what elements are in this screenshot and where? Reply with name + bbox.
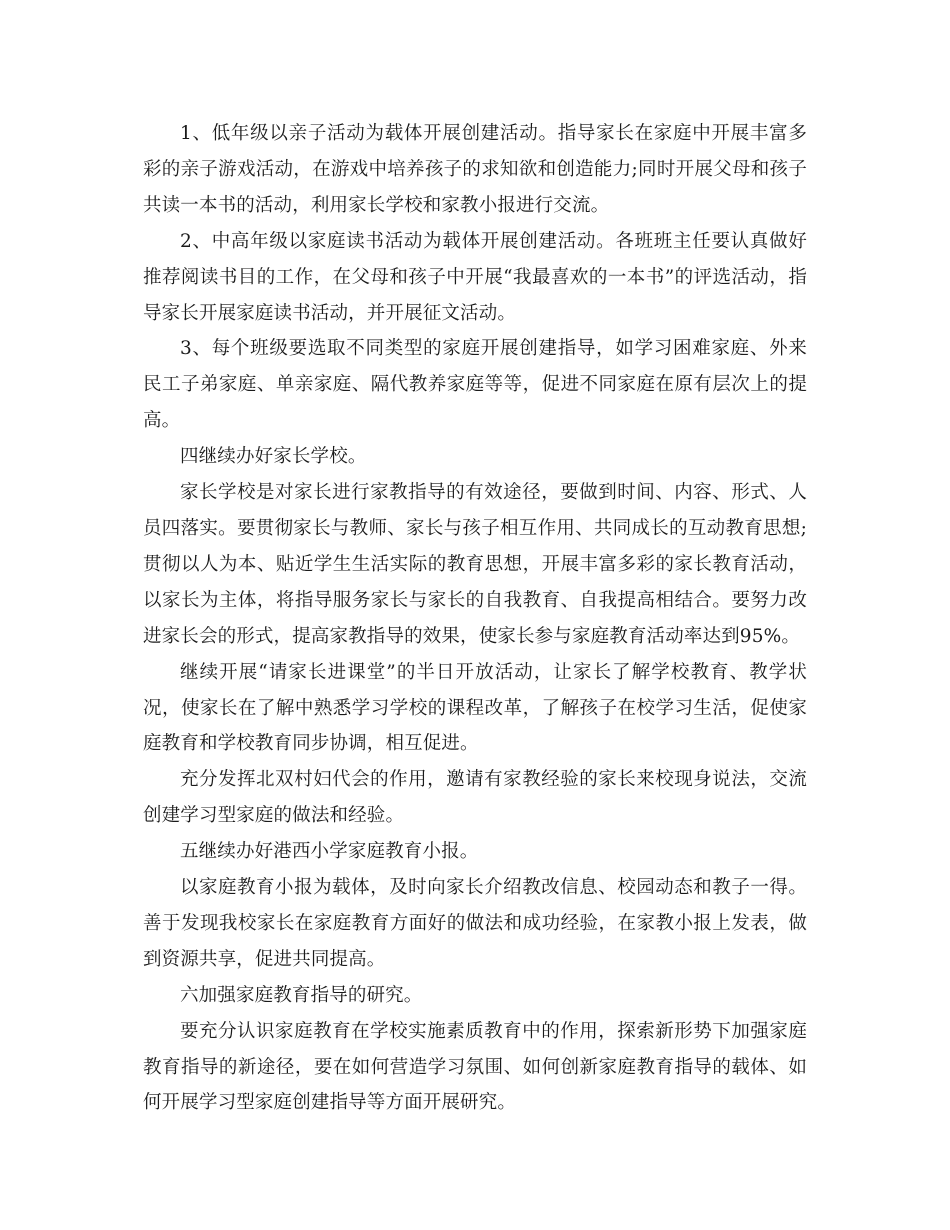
paragraph-parent-school: 家长学校是对家长进行家教指导的有效途径，要做到时间、内容、形式、人员四落实。要贯彻家长与教师、家长与孩子相互作用、共同成长的互动教育思想;贯彻以人为本、贴近学生生活实际的教育思想，开展丰富多彩的家长教育活动，以家长为主体，将指导服务家长与家长的自我教育、自我提高相结合。要努力改进家长会的形式，提高家教指导的效果，使家长参与家庭教育活动率达到95%。 xyxy=(143,482,807,647)
paragraph-open-classroom: 继续开展“请家长进课堂”的半日开放活动，让家长了解学校教育、教学状况，使家长在了解中熟悉学习学校的课程改革，了解孩子在校学习生活，促使家庭教育和学校教育同步协调，相互促进。 xyxy=(143,661,807,755)
paragraph-item-2: 2、中高年级以家庭读书活动为载体开展创建活动。各班班主任要认真做好推荐阅读书目的工作，在父母和孩子中开展“我最喜欢的一本书”的评选活动，指导家长开展家庭读书活动，并开展征文活动。 xyxy=(143,230,807,324)
paragraph-item-3: 3、每个班级要选取不同类型的家庭开展创建指导，如学习困难家庭、外来民工子弟家庭、单亲家庭、隔代教养家庭等等，促进不同家庭在原有层次上的提高。 xyxy=(143,338,807,432)
paragraph-research: 要充分认识家庭教育在学校实施素质教育中的作用，探索新形势下加强家庭教育指导的新途径，要在如何营造学习氛围、如何创新家庭教育指导的载体、如何开展学习型家庭创建指导等方面开展研究。 xyxy=(143,1020,807,1114)
section-heading-5: 五继续办好港西小学家庭教育小报。 xyxy=(180,841,479,863)
section-heading-4: 四继续办好家长学校。 xyxy=(180,446,367,468)
paragraph-womens-federation: 充分发挥北双村妇代会的作用，邀请有家教经验的家长来校现身说法，交流创建学习型家庭的做法和经验。 xyxy=(143,769,807,827)
section-heading-6: 六加强家庭教育指导的研究。 xyxy=(180,984,423,1006)
paragraph-newsletter: 以家庭教育小报为载体，及时向家长介绍教改信息、校园动态和教子一得。善于发现我校家长在家庭教育方面好的做法和成功经验，在家教小报上发表，做到资源共享，促进共同提高。 xyxy=(143,877,807,970)
document-body xyxy=(143,116,807,1121)
paragraph-item-1: 1、低年级以亲子活动为载体开展创建活动。指导家长在家庭中开展丰富多彩的亲子游戏活动，在游戏中培养孩子的求知欲和创造能力;同时开展父母和孩子共读一本书的活动，利用家长学校和家教小报进行交流。 xyxy=(143,123,807,216)
